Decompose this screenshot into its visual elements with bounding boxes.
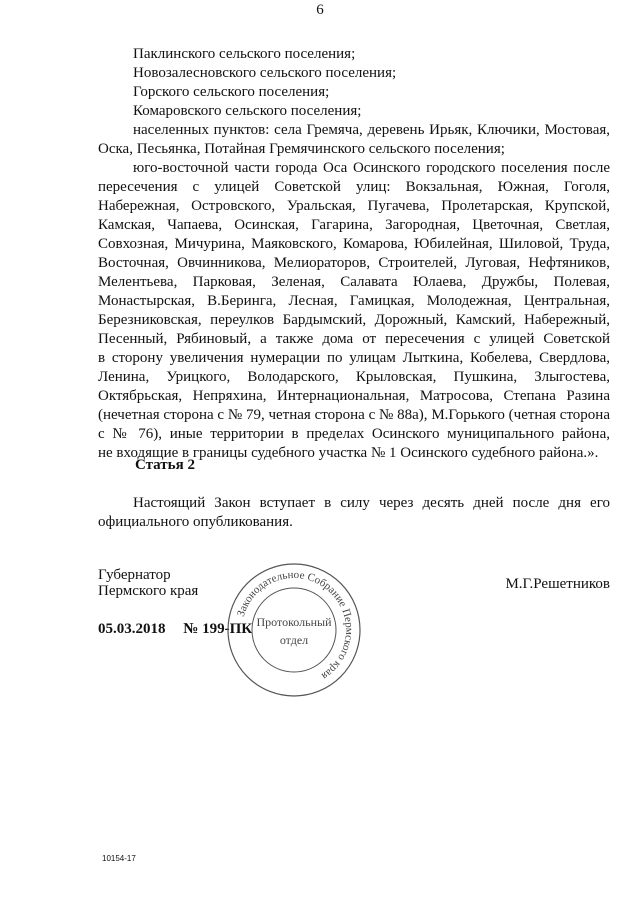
paragraph-line: в сторону увеличения нумерации по улицам Лыткина, Кобелева, Свердлова, [98, 350, 610, 366]
list-item: населенных пунктов: села Гремяча, деревень Ирьяк, Ключики, Мостовая, [133, 122, 610, 138]
stamp-center-line: отдел [279, 633, 309, 647]
paragraph-line: Березниковская, переулков Бардымский, Дорожный, Камский, Набережный, [98, 312, 610, 328]
article-body [98, 494, 610, 532]
law-number: № 199-ПК [183, 621, 253, 637]
stamp-ring-text: Законодательное Собрание Пермского края [234, 568, 356, 682]
stamp-center-line: Протокольный [256, 615, 332, 629]
paragraph-line: пересечения с улицей Советской улиц: Вокзальная, Южная, Гоголя, [98, 179, 610, 195]
paragraph-line: юго-восточной части города Оса Осинского городского поселения после [133, 160, 610, 176]
list-item: Оска, Песьянка, Потайная Гремячинского сельского поселения; [98, 141, 505, 157]
paragraph-line: (нечетная сторона с № 79, четная сторона с № 88а), М.Горького (четная сторона [98, 407, 610, 423]
paragraph-line: Песенный, Рябиновый, а также дома от пересечения с улицей Советской [98, 331, 610, 347]
paragraph-line: официального опубликования. [98, 514, 293, 530]
official-stamp [224, 560, 364, 700]
law-date: 05.03.2018 [98, 621, 166, 637]
settlement-list [98, 45, 610, 159]
paragraph-line: с № 76), иные территории в пределах Осинского муниципального района, [98, 426, 610, 442]
east-part-paragraph [98, 159, 610, 463]
paragraph-line: Совхозная, Мичурина, Маяковского, Комарова, Юбилейная, Шиловой, Труда, [98, 236, 610, 252]
page-number: 6 [316, 2, 324, 18]
paragraph-line: Камская, Чапаева, Осинская, Гагарина, Загородная, Цветочная, Светлая, [98, 217, 610, 233]
article-heading: Статья 2 [135, 457, 195, 473]
stamp-outer-ring [228, 564, 360, 696]
document-code: 10154-17 [102, 854, 136, 863]
paragraph-line: не входящие в границы судебного участка № 1 Осинского судебного района.». [98, 445, 599, 461]
paragraph-line: Набережная, Островского, Уральская, Пугачева, Пролетарская, Крупской, [98, 198, 610, 214]
paragraph-line: Настоящий Закон вступает в силу через десять дней после дня его [133, 495, 610, 511]
paragraph-line: Монастырская, В.Беринга, Лесная, Гамицкая, Молодежная, Центральная, [98, 293, 610, 309]
paragraph-line: Мелентьева, Парковая, Зеленая, Салавата Юлаева, Дружбы, Полевая, [98, 274, 610, 290]
paragraph-line: Восточная, Овчинникова, Мелиораторов, Строителей, Луговая, Нефтяников, [98, 255, 610, 271]
governor-name: М.Г.Решетников [505, 576, 610, 592]
governor-title [98, 567, 198, 599]
stamp-inner-ring [252, 588, 336, 672]
list-item: Горского сельского поселения; [133, 84, 330, 100]
list-item: Комаровского сельского поселения; [133, 103, 362, 119]
list-item: Паклинского сельского поселения; [133, 46, 356, 62]
governor-title-line: Губернатор [98, 567, 171, 583]
list-item: Новозалесновского сельского поселения; [133, 65, 397, 81]
governor-title-line: Пермского края [98, 583, 199, 599]
paragraph-line: Ленина, Урицкого, Володарского, Крыловская, Пушкина, Злыгостева, [98, 369, 610, 385]
paragraph-line: Октябрьская, Непряхина, Интернациональная, Матросова, Степана Разина [98, 388, 610, 404]
